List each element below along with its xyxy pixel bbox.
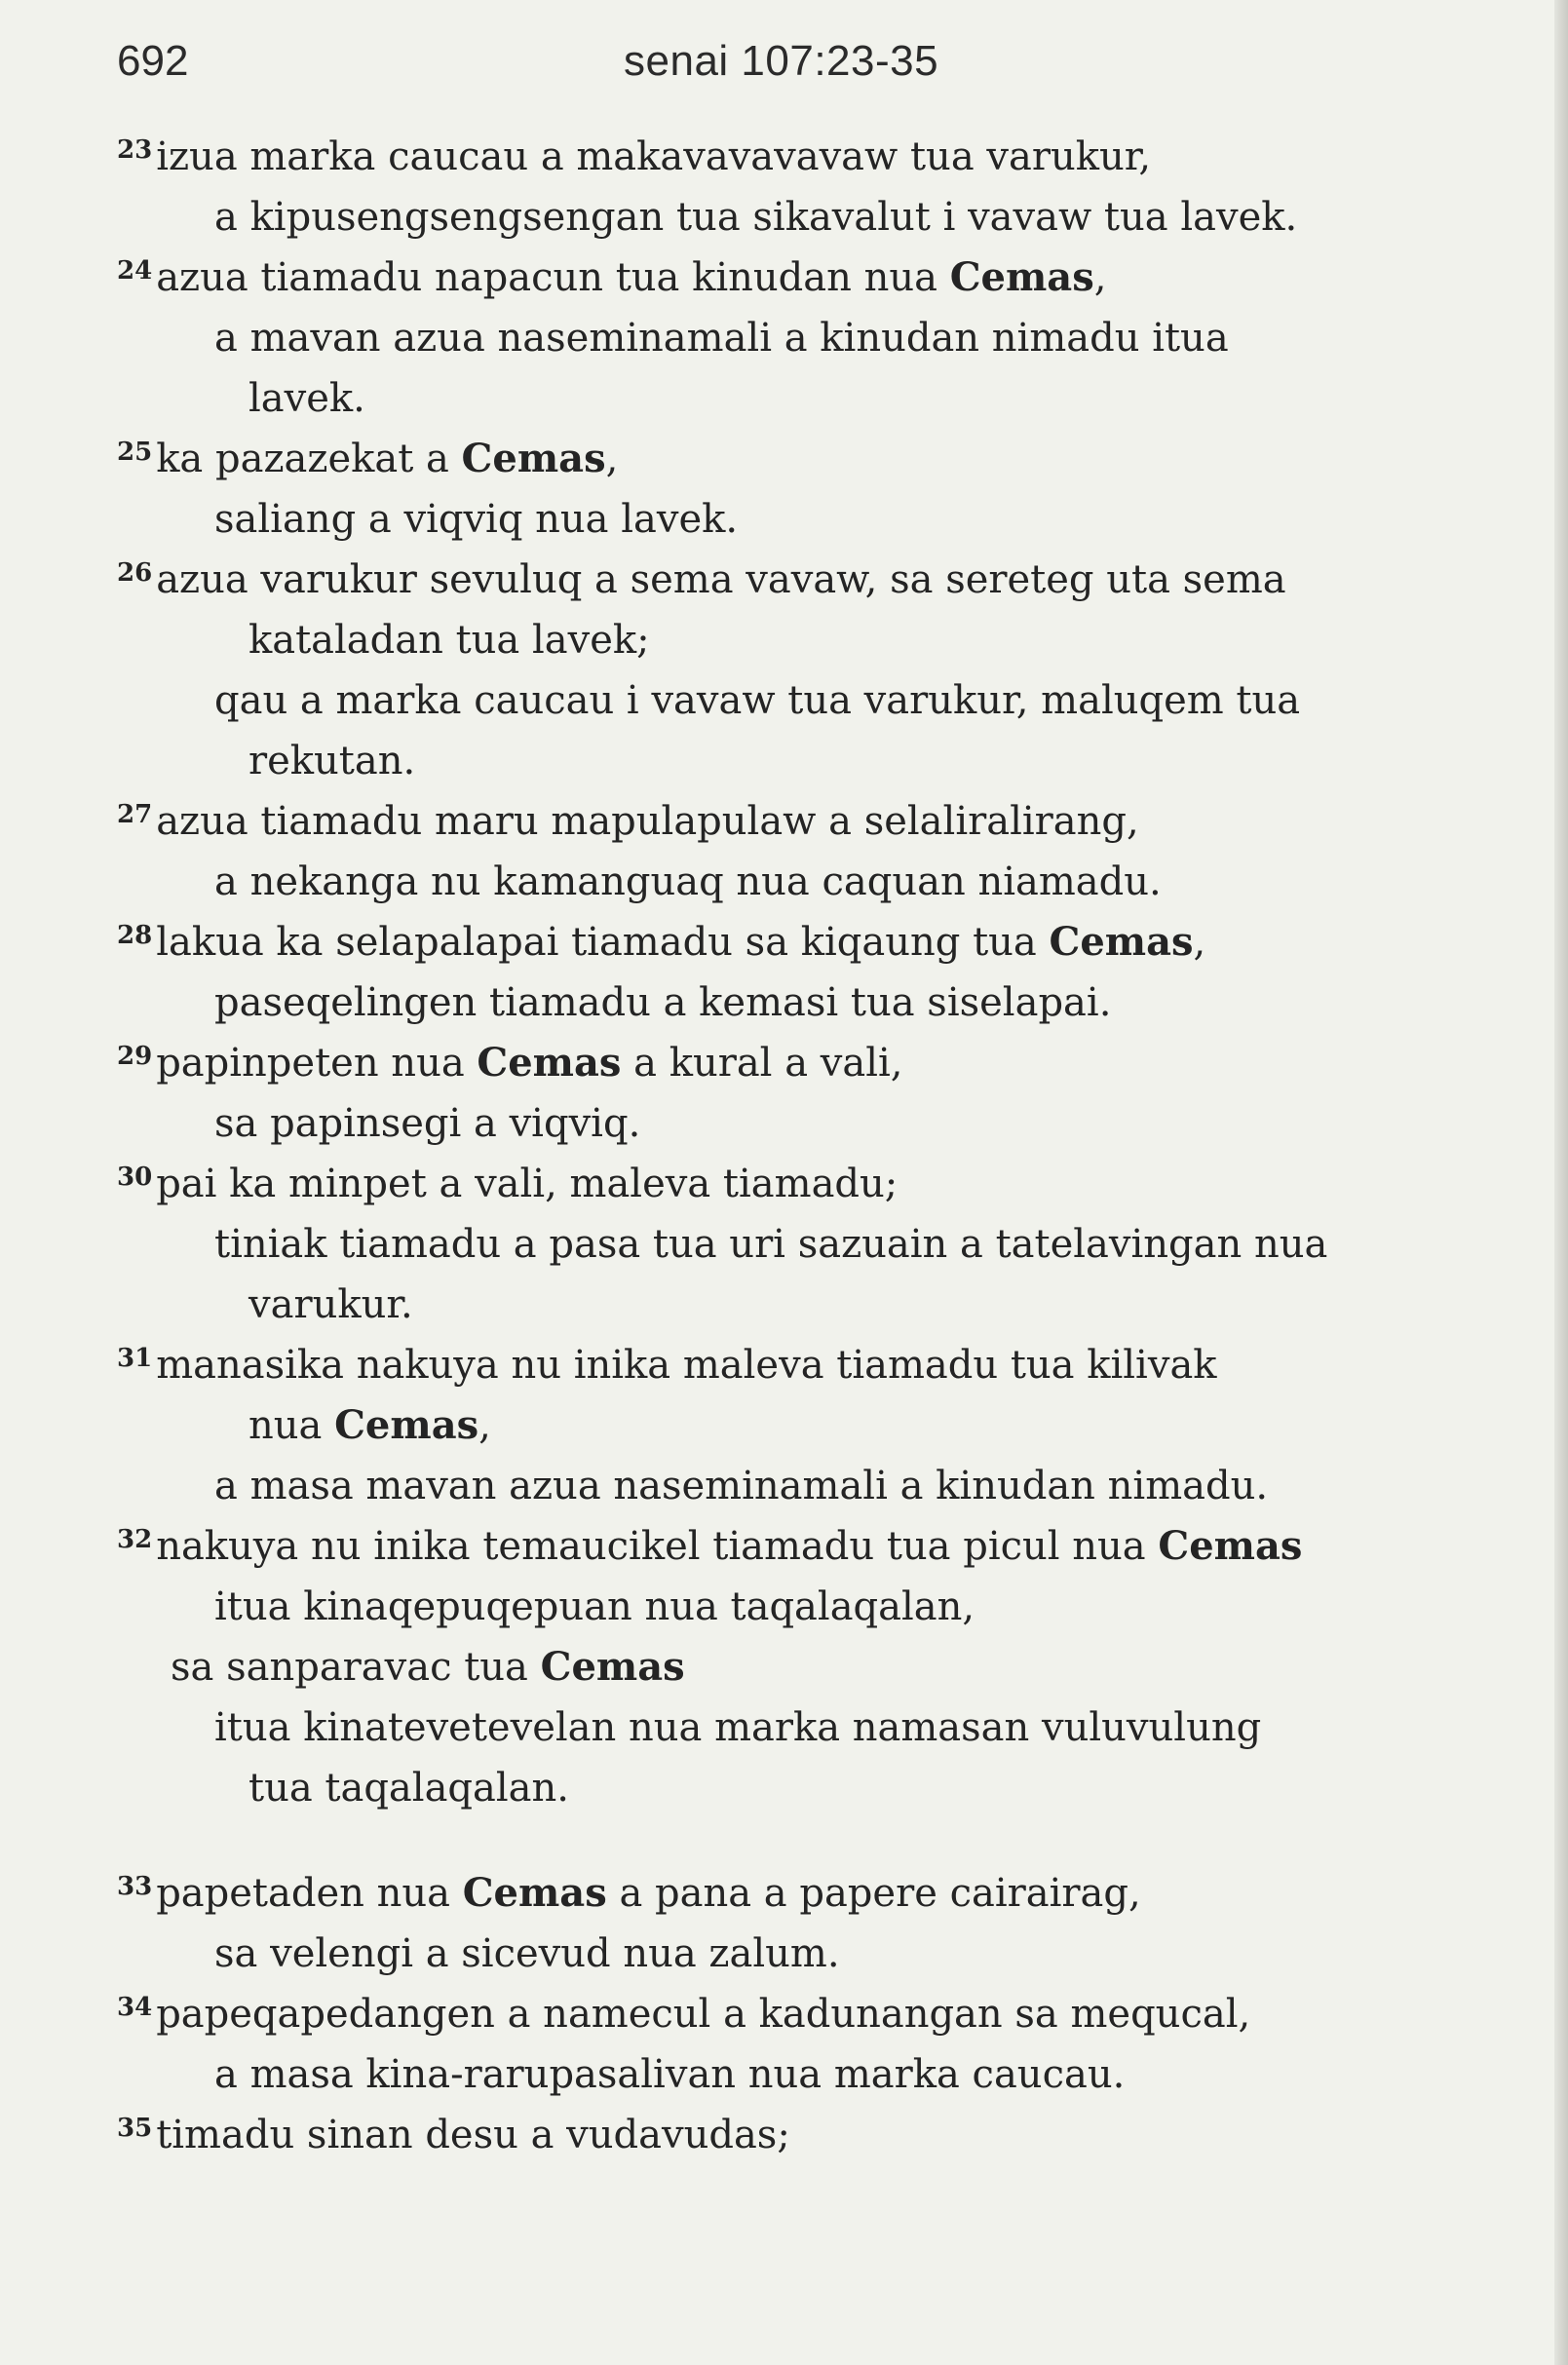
verse-text-segment: itua kinatevetevelan nua marka namasan vuluvulung: [214, 1705, 1262, 1750]
verse-continuation-line: [117, 368, 1481, 429]
verse-text-segment: itua kinaqepuqepuan nua taqalaqalan,: [214, 1584, 975, 1629]
verse-continuation-line: [117, 1697, 1481, 1758]
verse-continuation-line: [117, 731, 1481, 791]
verse-text-segment: azua tiamadu maru mapulapulaw a selaliralirang,: [156, 799, 1139, 844]
verse-text-segment: varukur.: [249, 1282, 413, 1327]
verse-continuation-line: [117, 1214, 1481, 1275]
verse-number: 24: [117, 256, 153, 286]
verse-text-segment: saliang a viqviq nua lavek.: [214, 497, 739, 542]
verse-line: [117, 127, 1481, 187]
verse-continuation-line: [117, 973, 1481, 1033]
verse-number: 29: [117, 1042, 153, 1071]
verse-continuation-line: [117, 187, 1481, 248]
verse-number: 30: [117, 1163, 153, 1192]
verse-continuation-line: [117, 670, 1481, 731]
verse-text-segment: qau a marka caucau i vavaw tua varukur, maluqem tua: [214, 678, 1301, 723]
verse-text-segment: paseqelingen tiamadu a kemasi tua siselapai.: [214, 980, 1112, 1025]
verse-continuation-line: [117, 1456, 1481, 1516]
verse-number: 23: [117, 135, 153, 165]
divine-name: Cemas: [1158, 1523, 1303, 1569]
verse-number: 33: [117, 1872, 153, 1901]
verse-continuation-line: [117, 1758, 1481, 1818]
divine-name: Cemas: [1049, 919, 1194, 965]
verse-line: [117, 1033, 1481, 1093]
verse-text-segment: tiniak tiamadu a pasa tua uri sazuain a tatelavingan nua: [214, 1222, 1328, 1267]
verse-continuation-line: [117, 1275, 1481, 1335]
verse-text-segment: a nekanga nu kamanguaq nua caquan niamadu.: [214, 859, 1162, 904]
verse-line: [117, 550, 1481, 610]
verse-continuation-line: [117, 1395, 1481, 1456]
verse-continuation-line: [117, 2044, 1481, 2105]
page-number: 692: [117, 37, 189, 85]
verse-text-segment: ,: [605, 437, 619, 481]
divine-name: Cemas: [949, 254, 1094, 300]
verse-text-segment: a pana a papere cairairag,: [606, 1871, 1141, 1916]
verse-continuation-line: [117, 489, 1481, 550]
verse-text-segment: izua marka caucau a makavavavavaw tua varukur,: [156, 134, 1152, 179]
verse-text: [117, 127, 1481, 2165]
verse-line: [117, 2105, 1481, 2165]
divine-name: Cemas: [540, 1644, 685, 1690]
page-header: [117, 27, 1462, 95]
verse-text-segment: lakua ka selapalapai tiamadu sa kiqaung tua: [156, 920, 1050, 965]
divine-name: Cemas: [462, 1870, 607, 1916]
verse-text-segment: nua: [249, 1403, 335, 1448]
divine-name: Cemas: [477, 1040, 622, 1086]
verse-text-segment: manasika nakuya nu inika maleva tiamadu tua kilivak: [156, 1343, 1217, 1388]
verse-line: [117, 1516, 1481, 1577]
verse-text-segment: nakuya nu inika temaucikel tiamadu tua picul nua: [156, 1524, 1159, 1569]
verse-number: 32: [117, 1525, 153, 1554]
verse-number: 31: [117, 1344, 153, 1373]
verse-text-segment: a masa kina-rarupasalivan nua marka caucau.: [214, 2052, 1126, 2097]
verse-text-segment: sa papinsegi a viqviq.: [214, 1101, 641, 1146]
verse-text-segment: papinpeten nua: [156, 1041, 478, 1086]
verse-number: 35: [117, 2114, 153, 2143]
verse-text-segment: ka pazazekat a: [156, 437, 462, 481]
verse-text-segment: ,: [1093, 255, 1107, 300]
divine-name: Cemas: [334, 1402, 479, 1448]
verse-continuation-line: [117, 1577, 1481, 1637]
verse-continuation-line: [117, 1093, 1481, 1154]
verse-line: [117, 1154, 1481, 1214]
verse-text-segment: a mavan azua naseminamali a kinudan nimadu itua: [214, 316, 1229, 361]
verse-text-segment: pai ka minpet a vali, maleva tiamadu;: [156, 1162, 899, 1206]
verse-number: 27: [117, 800, 153, 829]
verse-number: 34: [117, 1993, 153, 2022]
verse-text-segment: kataladan tua lavek;: [249, 618, 650, 663]
verse-text-segment: sa velengi a sicevud nua zalum.: [214, 1931, 840, 1976]
divine-name: Cemas: [461, 436, 606, 481]
verse-continuation-line: [117, 610, 1481, 670]
verse-line: [117, 429, 1481, 489]
verse-text-segment: sa sanparavac tua: [171, 1645, 541, 1690]
verse-line: [117, 1335, 1481, 1395]
page-edge: [1554, 0, 1568, 2365]
verse-text-segment: ,: [1193, 920, 1206, 965]
verse-text-segment: azua tiamadu napacun tua kinudan nua: [156, 255, 950, 300]
verse-line: [117, 1984, 1481, 2044]
verse-text-segment: a kural a vali,: [621, 1041, 903, 1086]
verse-text-segment: rekutan.: [249, 739, 416, 783]
verse-text-segment: a kipusengsengsengan tua sikavalut i vavaw tua lavek.: [214, 195, 1298, 240]
verse-text-segment: ,: [478, 1403, 491, 1448]
verse-line: [117, 912, 1481, 973]
verse-text-segment: a masa mavan azua naseminamali a kinudan nimadu.: [214, 1464, 1269, 1508]
verse-line: [117, 791, 1481, 852]
verse-continuation-line: [117, 852, 1481, 912]
verse-number: 28: [117, 921, 153, 950]
verse-continuation-line: [117, 1924, 1481, 1984]
verse-line: [117, 248, 1481, 308]
verse-number: 26: [117, 558, 153, 588]
verse-text-segment: papetaden nua: [156, 1871, 463, 1916]
verse-text-segment: timadu sinan desu a vudavudas;: [156, 2113, 790, 2157]
verse-number: 25: [117, 438, 153, 467]
verse-text-segment: papeqapedangen a namecul a kadunangan sa mequcal,: [156, 1992, 1251, 2037]
verse-line: [117, 1863, 1481, 1924]
running-head: senai 107:23-35: [624, 37, 939, 85]
verse-text-segment: tua taqalaqalan.: [249, 1766, 569, 1811]
verse-text-segment: azua varukur sevuluq a sema vavaw, sa sereteg uta sema: [156, 557, 1286, 602]
verse-text-segment: lavek.: [249, 376, 365, 421]
verse-continuation-line: [117, 1637, 1481, 1697]
verse-continuation-line: [117, 308, 1481, 368]
